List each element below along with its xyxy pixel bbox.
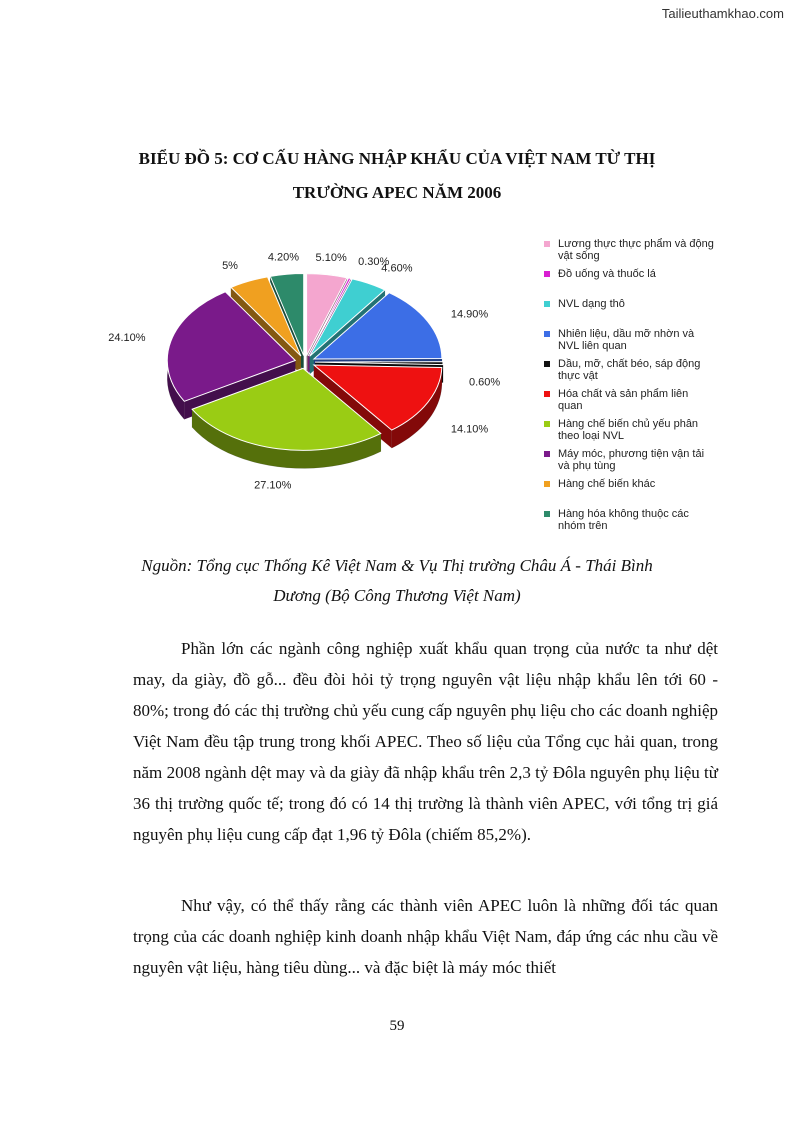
legend-swatch-7 bbox=[544, 421, 550, 427]
pie-label-2: 0.30% bbox=[358, 256, 390, 269]
legend-swatch-3 bbox=[544, 301, 550, 307]
chart-title-line-1: BIỂU ĐỒ 5: CƠ CẤU HÀNG NHẬP KHẨU CỦA VIỆT NAM TỪ THỊ bbox=[138, 149, 656, 168]
legend-swatch-10 bbox=[544, 511, 550, 517]
chart-title bbox=[100, 142, 694, 210]
legend-label-1: Lương thực thực phẩm và động vật sống bbox=[558, 238, 714, 262]
legend-label-6: Hóa chất và sản phẩm liên quan bbox=[558, 388, 689, 412]
paragraph-2: Như vậy, có thể thấy rằng các thành viên APEC luôn là những đối tác quan trọng của các doanh nghiệp kinh doanh nhập khẩu Việt Nam, đáp ứng các nhu cầu về nguyên vật liệu, hàng tiêu dùng... và đặc biệt là máy móc thiết bbox=[133, 896, 718, 977]
chart-source-line-2: Dương (Bộ Công Thương Việt Nam) bbox=[273, 586, 521, 605]
pie-label-1: 5.10% bbox=[315, 251, 347, 264]
page-number: 59 bbox=[389, 1018, 405, 1034]
legend-swatch-4 bbox=[544, 331, 550, 337]
legend-label-9: Hàng chế biến khác bbox=[558, 478, 656, 490]
legend-label-10: Hàng hóa không thuộc các nhóm trên bbox=[558, 508, 689, 532]
pie-label-7: 27.10% bbox=[254, 479, 292, 492]
legend-swatch-5 bbox=[544, 361, 550, 367]
pie-label-8: 24.10% bbox=[108, 332, 146, 345]
pie-label-6: 14.10% bbox=[450, 423, 489, 436]
chart-title-line-2: TRƯỜNG APEC NĂM 2006 bbox=[292, 183, 502, 202]
pie-tops bbox=[167, 274, 443, 451]
legend-label-5: Dầu, mỡ, chất béo, sáp động thực vật bbox=[558, 358, 701, 382]
pie-label-10: 4.20% bbox=[267, 251, 300, 264]
legend-swatch-9 bbox=[544, 481, 550, 487]
legend-swatch-1 bbox=[544, 241, 550, 247]
pie-label-9: 5% bbox=[222, 259, 238, 272]
legend-label-3: NVL dạng thô bbox=[558, 298, 625, 310]
legend-label-7: Hàng chế biến chủ yếu phân theo loại NVL bbox=[558, 418, 699, 442]
legend-swatch-6 bbox=[544, 391, 550, 397]
legend-swatch-8 bbox=[544, 451, 550, 457]
pie-chart-svg bbox=[108, 232, 540, 542]
legend-label-4: Nhiên liệu, dầu mỡ nhờn và NVL liên quan bbox=[558, 328, 695, 352]
legend-swatch-2 bbox=[544, 271, 550, 277]
legend-label-8: Máy móc, phương tiện vận tải và phụ tùng bbox=[558, 448, 705, 472]
chart-source-line-1: Nguồn: Tổng cục Thống Kê Việt Nam & Vụ Thị trường Châu Á - Thái Bình bbox=[141, 556, 653, 575]
chart-source bbox=[110, 551, 684, 611]
pie-chart bbox=[108, 232, 714, 542]
paragraph-1: Phần lớn các ngành công nghiệp xuất khẩu quan trọng của nước ta như dệt may, da giày, đồ gỗ... đều đòi hỏi tỷ trọng nguyên vật liệu nhập khẩu lên tới 60 - 80%; trong đó các thị trường chủ yếu cung cấp nguyên phụ liệu cho các doanh nghiệp Việt Nam đều tập trung trong khối APEC. Theo số liệu của Tổng cục hải quan, trong năm 2008 ngành dệt may và da giày đã nhập khẩu trên 2,3 tỷ Đôla nguyên phụ liệu từ 36 thị trường quốc tế; trong đó có 14 thị trường là thành viên APEC, với tổng trị giá nguyên phụ liệu cung cấp đạt 1,96 tỷ Đôla (chiếm 85,2%). bbox=[133, 639, 718, 844]
legend-label-2: Đồ uống và thuốc lá bbox=[558, 268, 656, 280]
pie-label-5: 0.60% bbox=[468, 376, 501, 389]
pie-label-3: 4.60% bbox=[381, 262, 413, 275]
watermark: Tailieuthamkhao.com bbox=[661, 6, 784, 21]
pie-label-4: 14.90% bbox=[450, 308, 489, 321]
